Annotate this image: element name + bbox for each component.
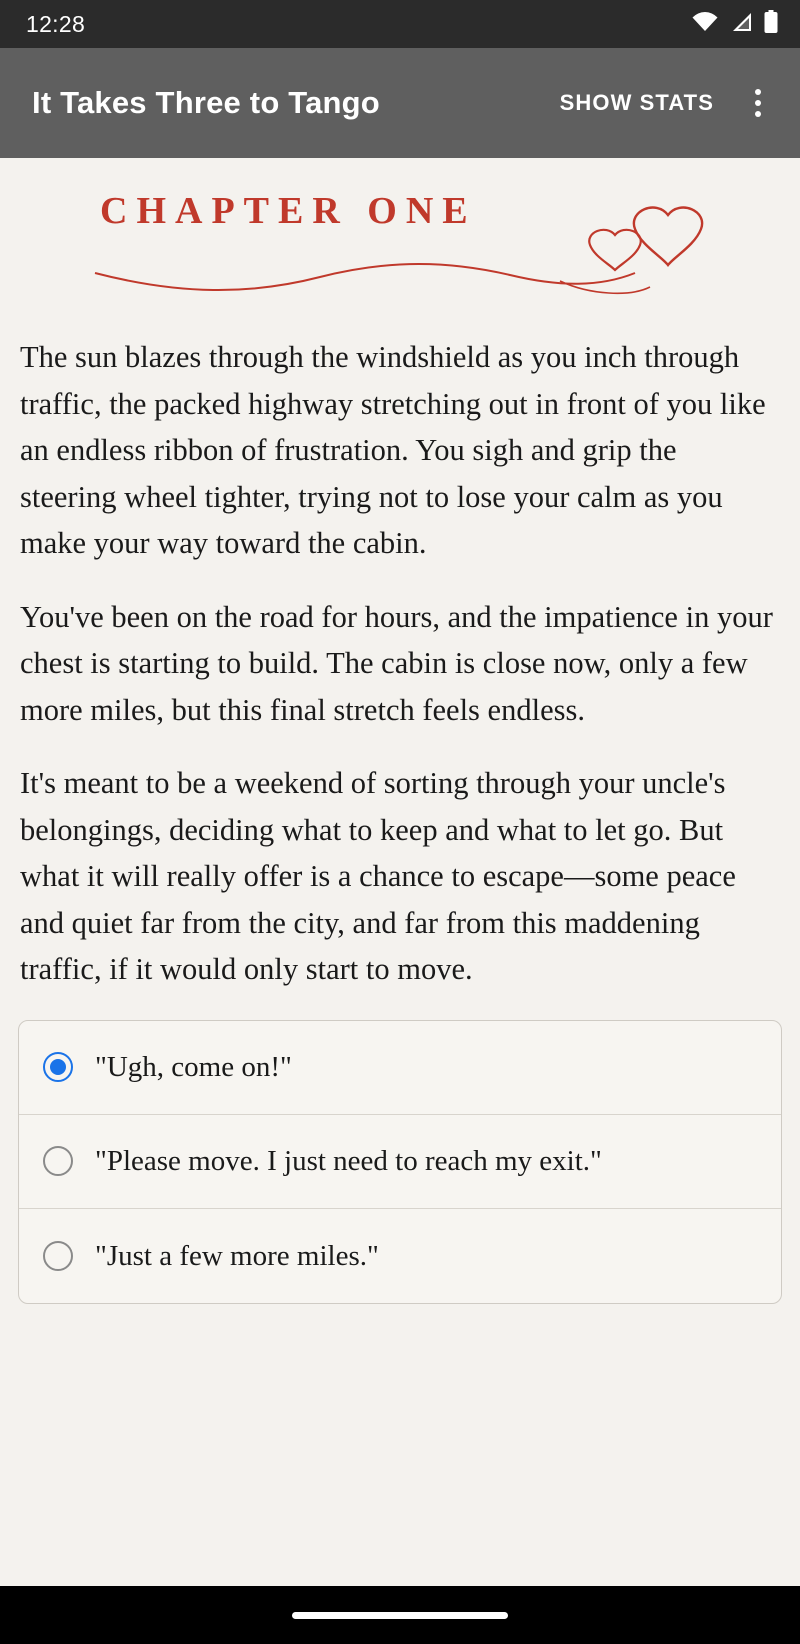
radio-button-selected[interactable]: [43, 1052, 73, 1082]
choice-option-1[interactable]: [19, 1021, 781, 1115]
choice-option-2[interactable]: [19, 1115, 781, 1209]
overflow-dot: [755, 100, 761, 106]
radio-button[interactable]: [43, 1146, 73, 1176]
choice-label: "Ugh, come on!": [95, 1051, 292, 1083]
app-bar: [0, 48, 800, 158]
wifi-icon: [692, 12, 718, 37]
choice-label: "Please move. I just need to reach my exit.": [95, 1145, 602, 1177]
choice-list: [18, 1020, 782, 1304]
chapter-banner-text: CHAPTER ONE: [100, 190, 477, 232]
story-paragraph: It's meant to be a weekend of sorting through your uncle's belongings, deciding what to keep and what to let go. But what it will really offer is a chance to escape—some peace and quiet far from the city, and far from this maddening traffic, if it would only start to move.: [20, 766, 736, 986]
radio-button[interactable]: [43, 1241, 73, 1271]
story-content[interactable]: [0, 158, 800, 1586]
page-title: It Takes Three to Tango: [32, 85, 380, 120]
overflow-menu-icon[interactable]: [730, 75, 786, 131]
story-paragraph: The sun blazes through the windshield as you inch through traffic, the packed highway stretching out in front of you like an endless ribbon of frustration. You sigh and grip the steering wheel tighter, trying not to lose your calm as you make your way toward the cabin.: [20, 340, 766, 560]
overflow-dot: [755, 89, 761, 95]
cellular-signal-icon: [729, 12, 753, 37]
status-clock: 12:28: [26, 10, 86, 37]
choice-option-3[interactable]: [19, 1209, 781, 1303]
system-navigation-bar: [0, 1586, 800, 1644]
status-bar: [0, 0, 800, 48]
show-stats-button[interactable]: SHOW STATS: [559, 90, 714, 115]
battery-icon: [764, 10, 778, 39]
overflow-dot: [755, 111, 761, 117]
home-gesture-handle[interactable]: [292, 1612, 508, 1619]
story-paragraph: You've been on the road for hours, and the impatience in your chest is starting to build. The cabin is close now, only a few more miles, but this final stretch feels endless.: [20, 599, 773, 727]
chapter-banner: [18, 162, 782, 332]
status-icon-group: [692, 10, 778, 39]
choice-label: "Just a few more miles.": [95, 1239, 379, 1272]
